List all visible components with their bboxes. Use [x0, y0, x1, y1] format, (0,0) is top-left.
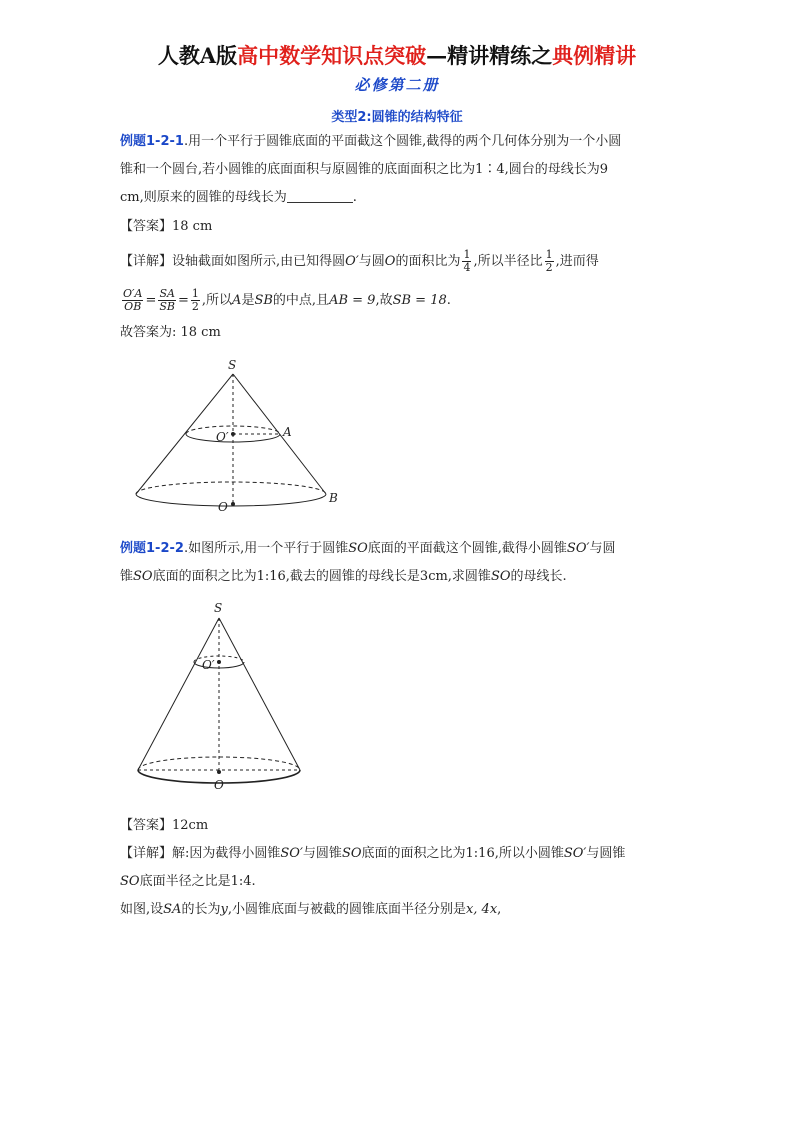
math-so: SO [133, 569, 153, 584]
detail-label: 【详解】 [120, 846, 173, 861]
detail-text: , [497, 902, 502, 917]
math-sa: SA [163, 902, 182, 917]
fraction-numerator: SA [159, 287, 175, 300]
example1-line2: 锥和一个圆台,若小圆锥的底面面积与原圆锥的底面面积之比为1∶4,圆台的母线长为9 [120, 162, 609, 177]
detail-text: ,所以 [201, 293, 233, 308]
example1-text3: cm,则原来的圆锥的母线长为 [120, 190, 287, 205]
fraction-numerator: 1 [545, 248, 553, 261]
answer-blank [287, 189, 353, 203]
cone2-right-slant [219, 618, 300, 770]
cone-figure-1 [120, 354, 360, 524]
math-x-4x: x, 4x [465, 902, 498, 917]
detail-text: ,所以半径比 [473, 254, 543, 269]
page-title [0, 40, 794, 70]
title-category: 典例精讲 [552, 43, 637, 68]
cone2-point-o [217, 770, 221, 774]
fraction-denominator: OB [124, 300, 142, 313]
detail-label: 【详解】 [120, 254, 173, 269]
math-so-prime: SO′ [566, 541, 590, 556]
example2-text: 的母线长. [510, 569, 567, 584]
example1-conclusion: 故答案为: 18 cm [120, 325, 221, 340]
fraction-one-half [191, 288, 200, 313]
math-y: y [220, 902, 228, 917]
fraction-denominator: 2 [545, 261, 553, 274]
cone2-label-o-prime: O′ [202, 658, 215, 672]
example2-line1 [120, 540, 615, 558]
detail-text: 与圆锥 [302, 846, 342, 861]
fraction-denominator: 2 [191, 300, 199, 313]
example1-line1 [120, 133, 621, 151]
fraction-sa-sb [158, 288, 176, 313]
detail-text: 底面的面积之比为1:16,所以小圆锥 [361, 846, 564, 861]
detail-text: ,小圆锥底面与被截的圆锥底面半径分别是 [227, 902, 466, 917]
detail-text: 的长为 [181, 902, 221, 917]
cone2-left-slant [138, 618, 219, 770]
example1-line3 [120, 189, 357, 207]
cone2-label-s: S [214, 601, 223, 615]
fraction-one-half [545, 249, 554, 274]
cone1-point-o [231, 502, 235, 506]
detail-text: 如图,设 [120, 902, 164, 917]
example1-label: 例题1-2-1 [120, 134, 184, 149]
detail-text: 解:因为截得小圆锥 [172, 846, 281, 861]
example2-text: 与圆 [589, 541, 616, 556]
cone2-label-o: O [214, 778, 224, 792]
equals-sign: = [178, 293, 189, 308]
cone1-base-front [136, 494, 326, 506]
cone-figure-2 [130, 598, 310, 798]
example2-text: 底面的平面截这个圆锥,截得小圆锥 [367, 541, 567, 556]
cone1-point-o-prime [231, 432, 235, 436]
section-heading: 类型2:圆锥的结构特征 [331, 110, 463, 125]
cone1-label-o: O [218, 500, 228, 514]
math-sb: SB [254, 293, 273, 308]
example2-line2 [120, 568, 567, 586]
example2-label: 例题1-2-2 [120, 541, 184, 556]
example2-detail-line1 [120, 845, 625, 863]
example1-text3-end: . [352, 190, 357, 205]
equals-sign: = [145, 293, 157, 308]
math-so: SO [341, 846, 362, 861]
detail-text: 底面半径之比是1:4. [139, 874, 256, 889]
math-so-prime: SO′ [563, 846, 587, 861]
detail-text: 的中点,且 [272, 293, 330, 308]
math-so: SO [490, 569, 511, 584]
example2-answer: 【答案】12cm [120, 818, 209, 833]
math-so: SO [120, 874, 140, 889]
math-sb-equation: SB = 18 [392, 293, 447, 308]
example1-detail-line2 [120, 288, 451, 313]
example1-answer: 【答案】18 cm [120, 219, 213, 234]
cone1-base-radius [233, 494, 326, 504]
title-topic: 高中数学知识点突破 [237, 43, 427, 68]
cone1-label-o-prime: O′ [216, 430, 229, 444]
cone1-label-a: A [283, 425, 292, 439]
example1-detail-line1 [120, 249, 599, 274]
math-a: A [232, 293, 242, 308]
example2-text: 底面的面积之比为1:16,截去的圆锥的母线长是3cm,求圆锥 [152, 569, 491, 584]
title-series: 人教A版 [157, 43, 238, 68]
example1-text1: .用一个平行于圆锥底面的平面截这个圆锥,截得的两个几何体分别为一个小圆 [183, 134, 622, 149]
fraction-numerator: O′A [123, 287, 143, 300]
example2-detail-line3 [120, 901, 501, 919]
cone1-base-back [136, 482, 326, 494]
fraction-numerator: 1 [191, 287, 199, 300]
math-ab-equation: AB = 9 [329, 293, 376, 308]
math-o-prime: O′ [345, 254, 359, 269]
fraction-denominator: SB [159, 300, 175, 313]
detail-text: 与圆 [358, 254, 385, 269]
fraction-denominator: 4 [463, 261, 471, 274]
detail-text: 是 [241, 293, 255, 308]
detail-text: ,故 [375, 293, 393, 308]
detail-text: 与圆锥 [586, 846, 626, 861]
page-subtitle: 必修第二册 [354, 76, 440, 94]
math-o: O [384, 254, 396, 269]
cone2-point-o-prime [217, 660, 221, 664]
fraction-one-quarter [462, 249, 471, 274]
detail-text: ,进而得 [555, 254, 599, 269]
math-so: SO [348, 541, 368, 556]
fraction-numerator: 1 [463, 248, 471, 261]
title-connector: —精讲精练之 [426, 43, 553, 68]
cone1-label-s: S [228, 358, 237, 372]
math-so-prime: SO′ [280, 846, 303, 861]
detail-text: 设轴截面如图所示,由已知得圆 [172, 254, 346, 269]
example2-text: .如图所示,用一个平行于圆锥 [183, 541, 349, 556]
detail-text: . [446, 293, 451, 308]
detail-text: 的面积比为 [395, 254, 461, 269]
example2-text: 锥 [120, 569, 134, 584]
cone1-label-b: B [329, 491, 338, 505]
example2-detail-line2 [120, 873, 256, 891]
fraction-oa-ob [122, 288, 143, 313]
